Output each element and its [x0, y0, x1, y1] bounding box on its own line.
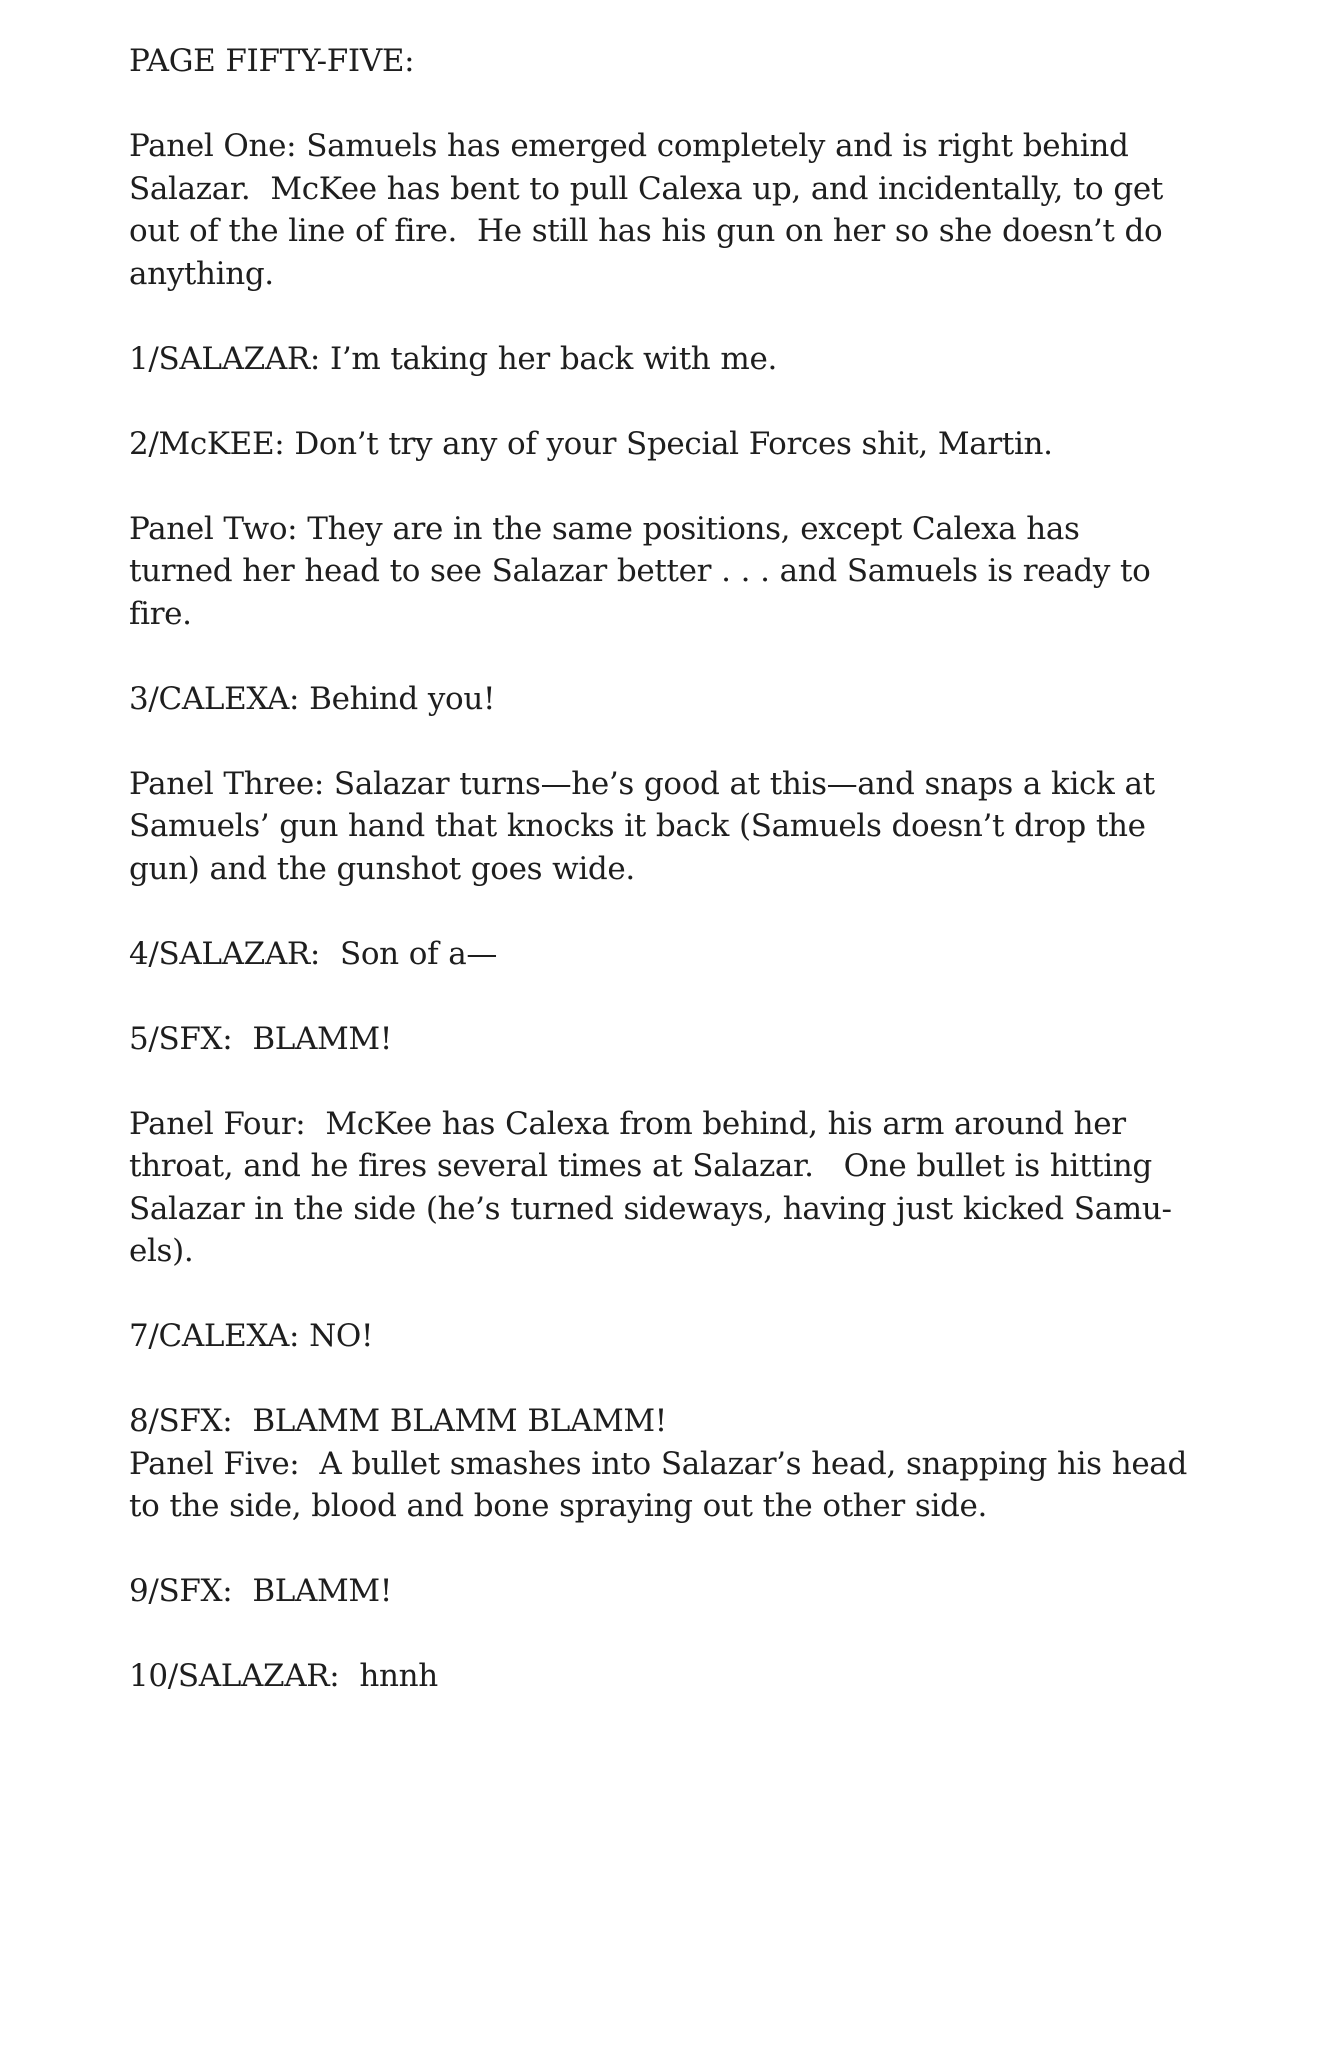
panel-two-description: Panel Two: They are in the same positions, except Calexa has turned her head to see Salazar better . . . and Samuels is ready to fire. [129, 510, 1151, 632]
sfx-line-5: 5/SFX: BLAMM! [129, 1020, 392, 1057]
dialogue-line-1: 1/SALAZAR: I’m taking her back with me. [129, 340, 777, 377]
dialogue-line-3: 3/CALEXA: Behind you! [129, 680, 496, 717]
dialogue-line-2: 2/McKEE: Don’t try any of your Special Forces shit, Martin. [129, 425, 1053, 462]
panel-one-description: Panel One: Samuels has emerged completely and is right behind Salazar. McKee has bent to pull Calexa up, and incidentally, to get out of the line of fire. He still has his gun on her so she doesn’t do anything. [129, 128, 1163, 292]
sfx-line-9: 9/SFX: BLAMM! [129, 1573, 392, 1609]
sfx-line-8: 8/SFX: BLAMM BLAMM BLAMM! [129, 1403, 667, 1439]
panel-four-description: Panel Four: McKee has Calexa from behind, his arm around her throat, and he fires several times at Salazar. One bullet is hitting Salazar in the side (he’s turned sideways, having just kicked Samu- els). [129, 1105, 1172, 1269]
script-body [129, 40, 1289, 1740]
panel-three-description: Panel Three: Salazar turns—he’s good at this—and snaps a kick at Samuels’ gun hand that knocks it back (Samuels doesn’t drop the gun) and the gunshot goes wide. [129, 765, 1155, 887]
dialogue-line-10: 10/SALAZAR: hnnh [129, 1658, 438, 1694]
dialogue-line-4: 4/SALAZAR: Son of a— [129, 935, 498, 972]
dialogue-line-7: 7/CALEXA: NO! [129, 1318, 374, 1354]
panel-five-description: Panel Five: A bullet smashes into Salazar’s head, snapping his head to the side, blood and bone spraying out the other side. [129, 1445, 1187, 1524]
page-heading: PAGE FIFTY-FIVE: [129, 43, 415, 79]
